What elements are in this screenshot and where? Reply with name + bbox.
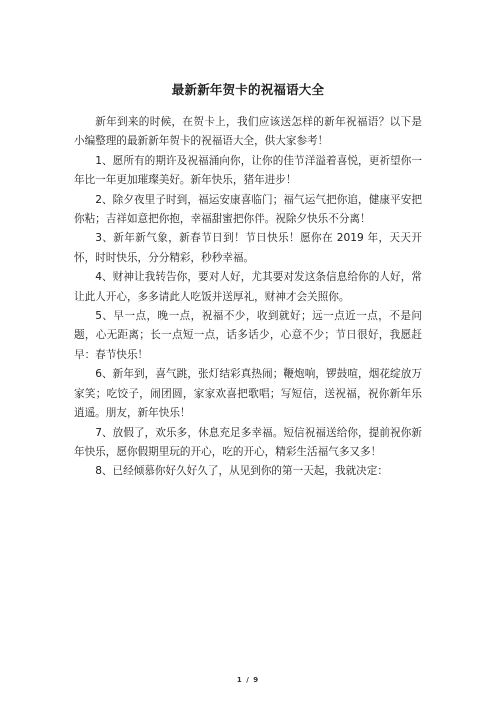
document-title: 最新新年贺卡的祝福语大全 <box>171 82 325 97</box>
wish-paragraph-6: 6、新年到，喜气跳，张灯结彩真热闹；鞭炮响，锣鼓喧，烟花绽放万家笑；吃饺子，闹团圆，家家欢喜把歌唱；写短信，送祝福，祝你新年乐逍遥。朋友，新年快乐！ <box>74 368 422 420</box>
wish-paragraph-3: 3、新年新气象，新春节日到！节日快乐！愿你在 2019 年，天天开怀，时时快乐，分分精彩，秒秒幸福。 <box>74 232 422 264</box>
intro-paragraph: 新年到来的时候，在贺卡上，我们应该送怎样的新年祝福语？以下是小编整理的最新新年贺卡的祝福语大全，供大家参考！ <box>74 116 422 148</box>
wish-paragraph-7: 7、放假了，欢乐多，休息充足多幸福。短信祝福送给你，提前祝你新年快乐，愿你假期里玩的开心，吃的开心，精彩生活福气多又多！ <box>74 426 422 458</box>
wish-paragraph-4: 4、财神让我转告你，要对人好，尤其要对发这条信息给你的人好，常让此人开心，多多请此人吃饭并送厚礼，财神才会关照你。 <box>74 271 422 303</box>
page-number: 1 / 9 <box>236 676 260 684</box>
document-body <box>74 113 422 482</box>
wish-paragraph-1: 1、愿所有的期许及祝福涌向你，让你的佳节洋溢着喜悦，更祈望你一年比一年更加璀璨美好。新年快乐，猪年进步！ <box>74 154 422 187</box>
wish-paragraph-5: 5、早一点，晚一点，祝福不少，收到就好；远一点近一点，不是问题，心无距离；长一点短一点，话多话少，心意不少；节日很好，我愿赶早：春节快乐！ <box>74 310 422 361</box>
wish-paragraph-8: 8、已经倾慕你好久好久了，从见到你的第一天起，我就决定： <box>95 465 388 478</box>
wish-paragraph-2: 2、除夕夜里子时到，福运安康喜临门；福气运气把你追，健康平安把你粘；吉祥如意把你抱，幸福甜蜜把你伴。祝除夕快乐不分离！ <box>74 193 422 226</box>
